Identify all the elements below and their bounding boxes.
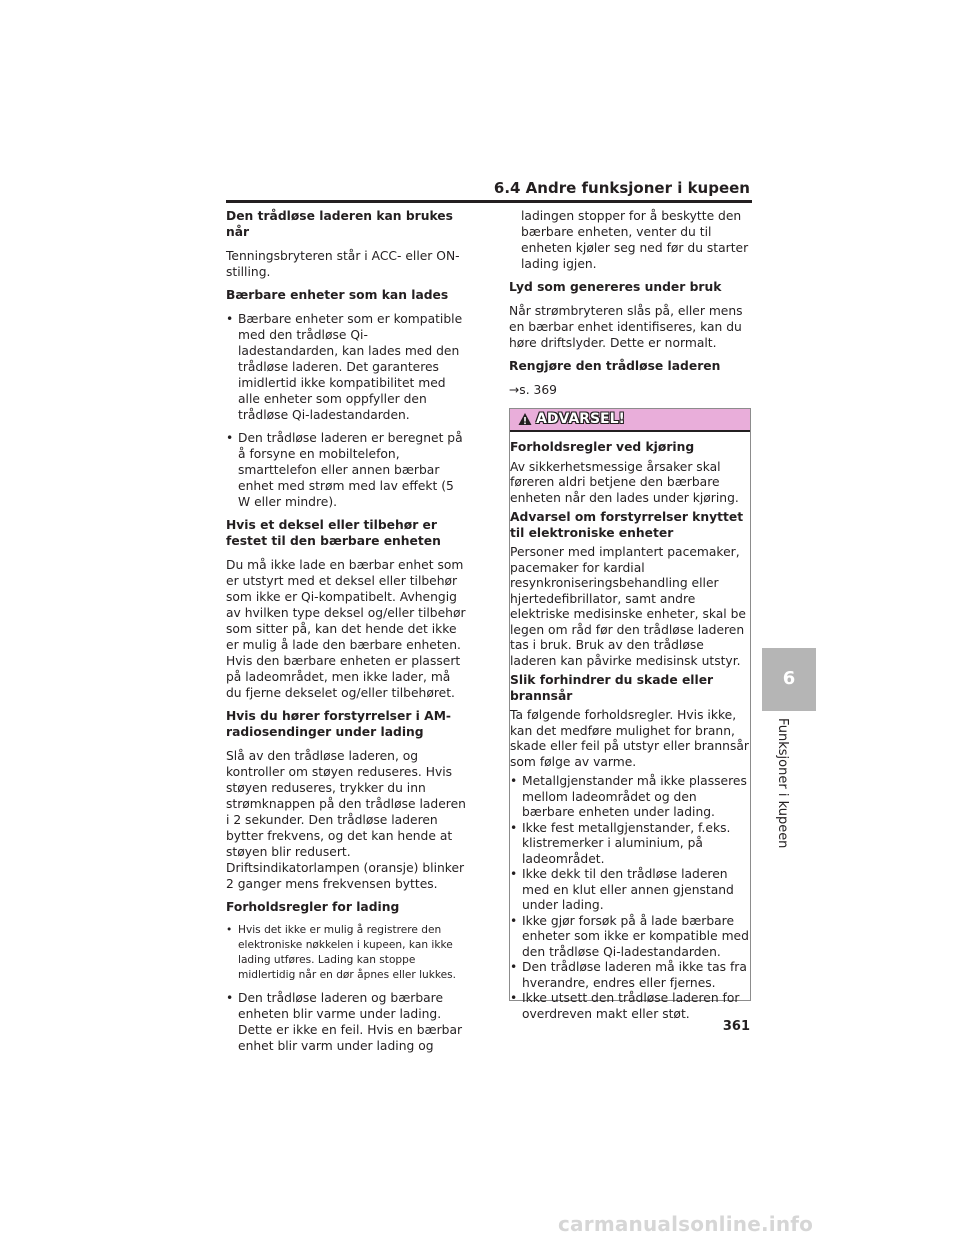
warning-body xyxy=(510,432,750,1022)
warning-paragraph: Personer med implantert pacemaker, pacemaker for kardial resynkroniseringsbehandling eller hjertedefibrillator, samt andre elektriske medisinske enheter, skal be legen om råd før den trådløse laderen tas i bruk. Bruk av den trådløse laderen kan påvirke medisinsk utstyr. xyxy=(510,545,746,668)
warning-bullet: • Ikke dekk til den trådløse laderen med en klut eller annen gjenstand under lading. xyxy=(510,867,750,914)
warning-heading: Advarsel om forstyrrelser knyttet til elektroniske enheter xyxy=(510,510,744,540)
watermark: carmanualsonline.info xyxy=(558,1212,814,1236)
header-title: 6.4 Andre funksjoner i kupeen xyxy=(493,179,750,197)
warning-paragraph: Ta følgende forholdsregler. Hvis ikke, kan det medføre mulighet for brann, skade eller feil på utstyr eller brannsår som følge av varme. xyxy=(510,708,749,769)
page-reference: →s. 369 xyxy=(509,383,557,397)
paragraph: Tenningsbryteren står i ACC- eller ON-stilling. xyxy=(226,249,460,279)
section-heading: Hvis du hører forstyrrelser i AM-radiosendinger under lading xyxy=(226,709,452,739)
paragraph: Når strømbryteren slås på, eller mens en bærbar enhet identifiseres, kan du høre driftslyder. Dette er normalt. xyxy=(509,304,743,350)
bullet-item: • Den trådløse laderen er beregnet på å forsyne en mobiltelefon, smarttelefon eller annen bærbar enhet med strøm med lav effekt (5 W eller mindre). xyxy=(226,430,466,510)
chapter-tab xyxy=(762,648,816,711)
warning-triangle-icon xyxy=(518,412,532,426)
bullet-item: • Den trådløse laderen og bærbare enheten blir varme under lading. Dette er ikke en feil. Hvis en bærbar enhet blir varm under lading og xyxy=(226,990,466,1054)
warning-bullet: • Den trådløse laderen må ikke tas fra hverandre, endres eller fjernes. xyxy=(510,960,750,991)
bullet-item: • Hvis det ikke er mulig å registrere den elektroniske nøkkelen i kupeen, kan ikke lading utføres. Lading kan stoppe midlertidig når en dør åpnes eller lukkes. xyxy=(226,923,466,983)
section-heading: Forholdsregler for lading xyxy=(226,900,400,914)
header-rule xyxy=(226,200,752,203)
warning-bullet: • Ikke fest metallgjenstander, f.eks. klistremerker i aluminium, på ladeområdet. xyxy=(510,821,750,868)
warning-title: ADVARSEL! xyxy=(536,411,625,427)
section-heading: Den trådløse laderen kan brukes når xyxy=(226,209,453,239)
warning-bullet: • Ikke gjør forsøk på å lade bærbare enheter som ikke er kompatible med den trådløse Qi-ladestandarden. xyxy=(510,914,750,961)
page-number: 361 xyxy=(722,1019,750,1034)
section-heading: Lyd som genereres under bruk xyxy=(509,280,722,294)
paragraph: Du må ikke lade en bærbar enhet som er utstyrt med et deksel eller tilbehør som ikke er Qi-kompatibelt. Avhengig av hvilken type deksel og/eller tilbehør som sitter på, kan det hende det ikke er mulig å lade den bærbare enheten. Hvis den bærbare enheten er plassert på ladeområdet, men ikke lader, må du fjerne dekselet og/eller tilbehøret. xyxy=(226,558,466,700)
warning-bullet: • Metallgjenstander må ikke plasseres mellom ladeområdet og den bærbare enheten under lading. xyxy=(510,774,750,821)
warning-paragraph: Av sikkerhetsmessige årsaker skal føreren aldri betjene den bærbare enheten når den lades under kjøring. xyxy=(510,459,739,505)
section-heading: Hvis et deksel eller tilbehør er festet til den bærbare enheten xyxy=(226,518,441,548)
right-column xyxy=(509,208,752,405)
chapter-number: 6 xyxy=(782,668,796,689)
warning-bullet: • Ikke utsett den trådløse laderen for overdreven makt eller støt. xyxy=(510,991,750,1022)
warning-header xyxy=(510,409,750,432)
section-heading: Bærbare enheter som kan lades xyxy=(226,288,449,302)
chapter-label: Funksjoner i kupeen xyxy=(775,718,790,849)
warning-box xyxy=(509,408,751,1021)
bullet-item: • Bærbare enheter som er kompatible med den trådløse Qi-ladestandarden, kan lades med den trådløse laderen. Det garanteres imidlertid ikke kompatibilitet med alle enheter som oppfyller den trådløse Qi-ladestandarden. xyxy=(226,311,466,423)
section-heading: Rengjøre den trådløse laderen xyxy=(509,359,721,373)
warning-heading: Forholdsregler ved kjøring xyxy=(510,440,695,454)
warning-heading: Slik forhindrer du skade eller brannsår xyxy=(510,673,714,703)
left-column xyxy=(226,208,466,1061)
bullet-continuation: ladingen stopper for å beskytte den bærbare enheten, venter du til enheten kjøler seg ned før du starter lading igjen. xyxy=(521,209,749,271)
paragraph: Slå av den trådløse laderen, og kontroller om støyen reduseres. Hvis støyen reduseres, trykker du inn strømknappen på den trådløse laderen i 2 sekunder. Den trådløse laderen bytter frekvens, og det kan hende at støyen blir redusert. Driftsindikatorlampen (oransje) blinker 2 ganger mens frekvensen byttes. xyxy=(226,749,466,891)
